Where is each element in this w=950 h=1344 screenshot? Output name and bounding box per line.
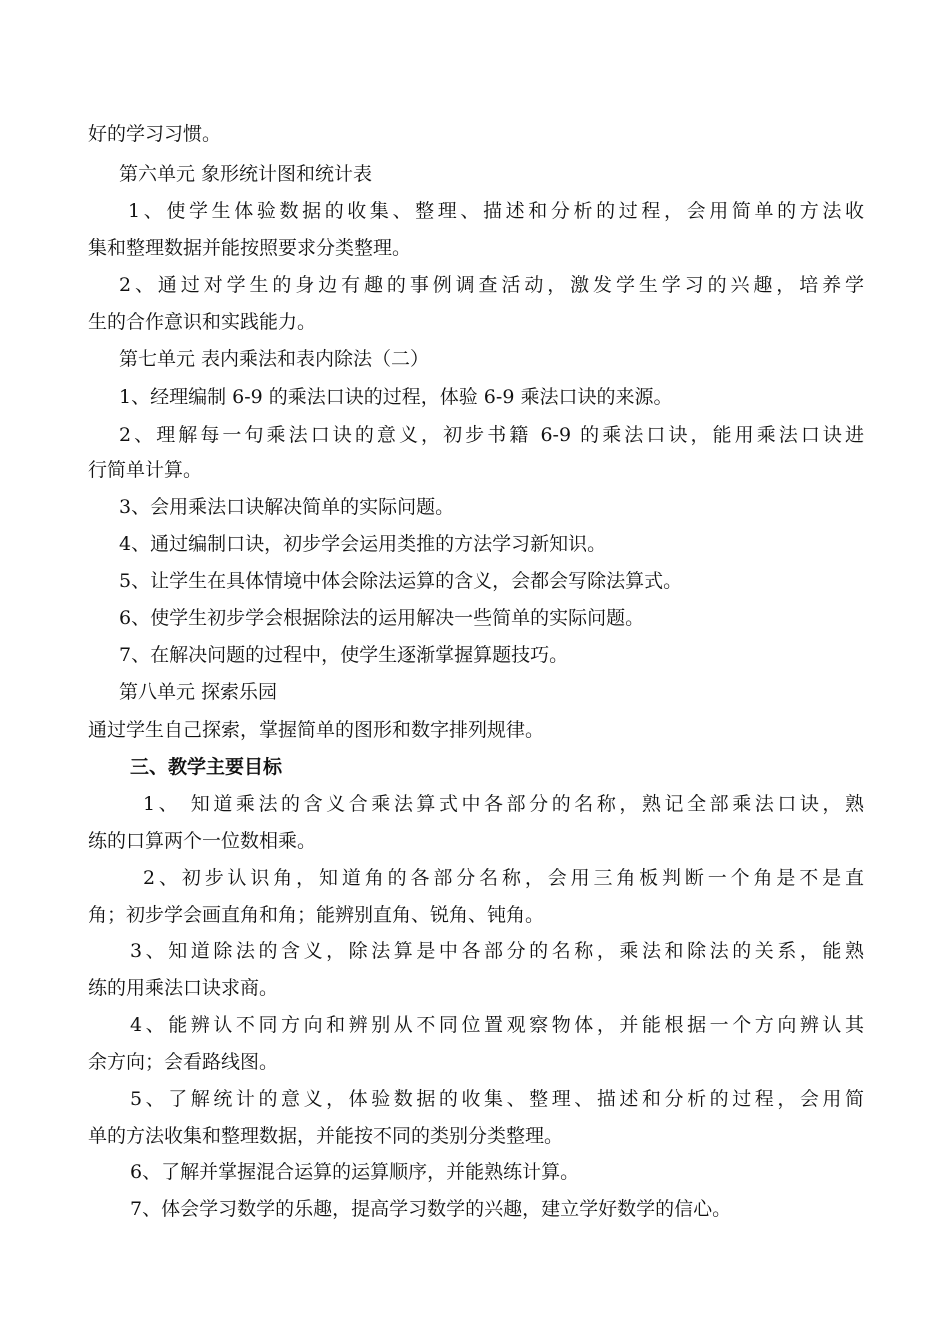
- text-line: 6、使学生初步学会根据除法的运用解决一些简单的实际问题。: [119, 607, 645, 629]
- text-line: 3、会用乘法口诀解决简单的实际问题。: [119, 496, 455, 518]
- text-line: 4、通过编制口诀，初步学会运用类推的方法学习新知识。: [119, 533, 607, 555]
- text-line: 1、 知道乘法的含义合乘法算式中各部分的名称，熟记全部乘法口诀，熟: [143, 793, 864, 815]
- text-line: 5、让学生在具体情境中体会除法运算的含义，会都会写除法算式。: [119, 570, 683, 592]
- text-line: 练的口算两个一位数相乘。: [88, 830, 317, 852]
- text-line: 练的用乘法口诀求商。: [88, 977, 279, 999]
- text-line: 7、在解决问题的过程中，使学生逐渐掌握算题技巧。: [119, 644, 569, 666]
- text-line: 角；初步学会画直角和角；能辨别直角、锐角、钝角。: [88, 904, 545, 926]
- text-line: 行简单计算。: [88, 459, 203, 481]
- text-line: 好的学习习惯。: [88, 123, 222, 145]
- text-line: 7、体会学习数学的乐趣，提高学习数学的兴趣，建立学好数学的信心。: [130, 1198, 732, 1220]
- text-line: 集和整理数据并能按照要求分类整理。: [88, 237, 412, 259]
- section-heading-unit-7: 第七单元 表内乘法和表内除法（二）: [119, 348, 430, 370]
- text-line: 1、经理编制 6-9 的乘法口诀的过程，体验 6-9 乘法口诀的来源。: [119, 386, 673, 408]
- text-line: 余方向；会看路线图。: [88, 1051, 279, 1073]
- section-heading-unit-6: 第六单元 象形统计图和统计表: [119, 163, 373, 185]
- text-line: 3、知道除法的含义，除法算是中各部分的名称，乘法和除法的关系，能熟: [130, 940, 864, 962]
- section-heading-teaching-goals: 三、教学主要目标: [130, 756, 283, 778]
- text-line: 6、了解并掌握混合运算的运算顺序，并能熟练计算。: [130, 1161, 580, 1183]
- text-line: 生的合作意识和实践能力。: [88, 311, 317, 333]
- section-heading-unit-8: 第八单元 探索乐园: [119, 681, 278, 703]
- text-line: 2、通过对学生的身边有趣的事例调查活动，激发学生学习的兴趣，培养学: [119, 274, 864, 296]
- text-line: 单的方法收集和整理数据，并能按不同的类别分类整理。: [88, 1125, 564, 1147]
- text-line: 5、了解统计的意义，体验数据的收集、整理、描述和分析的过程，会用简: [130, 1088, 864, 1110]
- text-line: 2、理解每一句乘法口诀的意义，初步书籍 6-9 的乘法口诀，能用乘法口诀进: [119, 424, 864, 446]
- text-line: 2、初步认识角，知道角的各部分名称，会用三角板判断一个角是不是直: [143, 867, 864, 889]
- text-line: 通过学生自己探索，掌握简单的图形和数字排列规律。: [88, 719, 545, 741]
- text-line: 1、使学生体验数据的收集、整理、描述和分析的过程，会用简单的方法收: [128, 200, 864, 222]
- text-line: 4、能辨认不同方向和辨别从不同位置观察物体，并能根据一个方向辨认其: [130, 1014, 864, 1036]
